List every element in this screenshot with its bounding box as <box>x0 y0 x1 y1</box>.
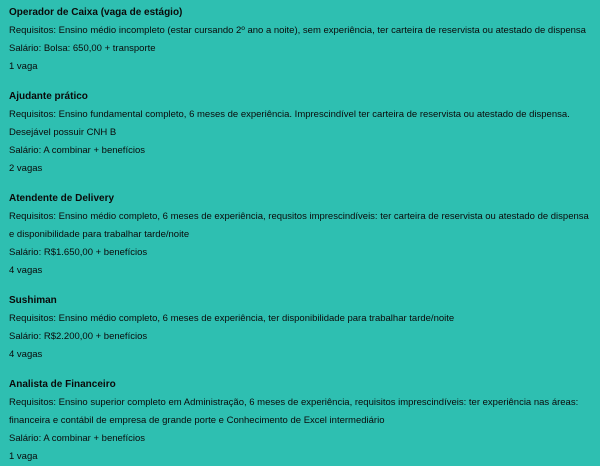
job-listing-sushiman <box>9 292 600 364</box>
job-salary: Salário: R$2.200,00 + benefícios <box>9 331 148 342</box>
job-requirements: Requisitos: Ensino médio completo, 6 meses de experiência, requsitos imprescindíveis: ter carteira de reservista ou atestado de dispensa <box>9 211 589 222</box>
job-listing-operador-de-caixa <box>9 4 600 76</box>
job-salary: Salário: A combinar + benefícios <box>9 433 145 444</box>
job-requirements-continued: e disponibilidade para trabalhar tarde/noite <box>9 229 190 240</box>
job-requirements-continued: financeira e contábil de empresa de grande porte e Conhecimento de Excel intermediário <box>9 415 385 426</box>
job-openings: 4 vagas <box>9 265 43 276</box>
job-openings: 1 vaga <box>9 61 38 72</box>
job-requirements: Requisitos: Ensino médio completo, 6 meses de experiência, ter disponibilidade para trabalhar tarde/noite <box>9 313 455 324</box>
job-title: Analista de Financeiro <box>9 379 116 390</box>
job-openings: 2 vagas <box>9 163 43 174</box>
job-salary: Salário: A combinar + benefícios <box>9 145 145 156</box>
job-salary: Salário: R$1.650,00 + benefícios <box>9 247 148 258</box>
job-requirements: Requisitos: Ensino fundamental completo, 6 meses de experiência. Imprescindível ter carteira de reservista ou atestado de dispensa. <box>9 109 570 120</box>
job-openings: 4 vagas <box>9 349 43 360</box>
job-title: Atendente de Delivery <box>9 193 115 204</box>
job-salary: Salário: Bolsa: 650,00 + transporte <box>9 43 156 54</box>
job-requirements-continued: Desejável possuir CNH B <box>9 127 117 138</box>
job-title: Operador de Caixa (vaga de estágio) <box>9 7 183 18</box>
job-listing-ajudante-pratico <box>9 88 600 178</box>
job-title: Sushiman <box>9 295 57 306</box>
job-openings: 1 vaga <box>9 451 38 462</box>
job-listing-analista-de-financeiro <box>9 376 600 466</box>
job-requirements: Requisitos: Ensino superior completo em Administração, 6 meses de experiência, requisitos imprescindíveis: ter experiência nas áreas: <box>9 397 579 408</box>
job-requirements: Requisitos: Ensino médio incompleto (estar cursando 2º ano a noite), sem experiência, ter carteira de reservista ou atestado de dispensa <box>9 25 586 36</box>
job-listing-atendente-de-delivery <box>9 190 600 280</box>
job-title: Ajudante prático <box>9 91 88 102</box>
